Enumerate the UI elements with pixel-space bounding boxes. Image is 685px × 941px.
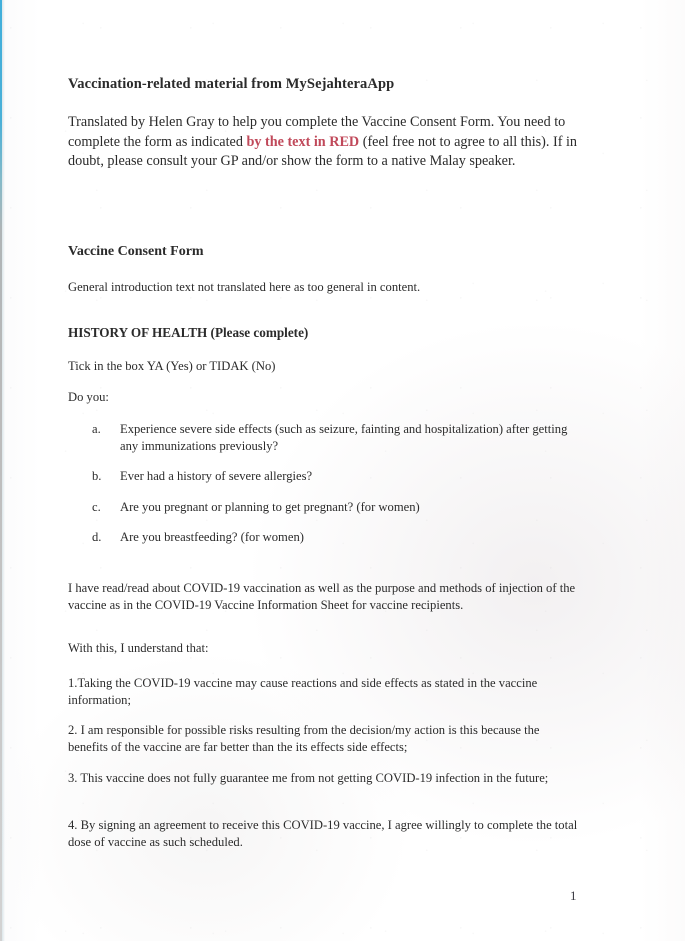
section-heading-history-of-health: HISTORY OF HEALTH (Please complete) bbox=[68, 325, 309, 340]
understanding-clause-3: 3. This vaccine does not fully guarantee me from not getting COVID-19 infection in the future; bbox=[68, 771, 549, 785]
list-item-text: Ever had a history of severe allergies? bbox=[120, 469, 313, 483]
translator-note-part-1: Translated by Helen Gray to help you complete the Vaccine Consent Form. You need to complete the form as indicated bbox=[68, 114, 566, 150]
list-marker: b. bbox=[92, 469, 102, 483]
page-number: 1 bbox=[570, 888, 577, 903]
list-marker: c. bbox=[92, 499, 101, 514]
tick-instruction: Tick in the box YA (Yes) or TIDAK (No) bbox=[68, 359, 276, 373]
list-item-text: Are you breastfeeding? (for women) bbox=[120, 530, 304, 544]
understanding-clause-2: 2. I am responsible for possible risks resulting from the decision/my action is this because the benefits of the vaccine are far better than the its effects side effects; bbox=[68, 723, 540, 754]
translator-note bbox=[68, 113, 582, 172]
general-introduction-note: General introduction text not translated here as too general in content. bbox=[68, 280, 421, 294]
list-marker: d. bbox=[92, 530, 102, 544]
scan-edge-fade bbox=[2, 0, 5, 941]
page-title: Vaccination-related material from MySejahteraApp bbox=[68, 76, 395, 92]
understanding-intro: With this, I understand that: bbox=[68, 641, 209, 655]
understanding-clause-4: 4. By signing an agreement to receive this COVID-19 vaccine, I agree willingly to complete the total dose of vaccine as such scheduled. bbox=[68, 818, 578, 849]
declaration-paragraph: I have read/read about COVID-19 vaccination as well as the purpose and methods of injection of the vaccine as in the COVID-19 Vaccine Information Sheet for vaccine recipients. bbox=[68, 581, 576, 612]
list-item bbox=[68, 529, 580, 546]
do-you-label: Do you: bbox=[68, 390, 109, 404]
list-item bbox=[68, 499, 580, 516]
list-item-text: Are you pregnant or planning to get pregnant? (for women) bbox=[120, 499, 420, 514]
understanding-clause-1: 1.Taking the COVID-19 vaccine may cause reactions and side effects as stated in the vaccine information; bbox=[68, 676, 538, 707]
list-item bbox=[68, 468, 580, 485]
red-highlight-text: by the text in RED bbox=[246, 133, 360, 150]
list-marker: a. bbox=[92, 422, 101, 436]
list-item bbox=[68, 421, 580, 454]
health-questions-list bbox=[68, 421, 580, 560]
translator-note-part-2: (feel free not to agree to all this). If in doubt, please consult your GP and/or show the form to a native Malay speaker. bbox=[68, 133, 578, 169]
section-heading-consent-form: Vaccine Consent Form bbox=[68, 244, 204, 259]
list-item-text: Experience severe side effects (such as seizure, fainting and hospitalization) after getting any immunizations previously? bbox=[120, 422, 568, 453]
